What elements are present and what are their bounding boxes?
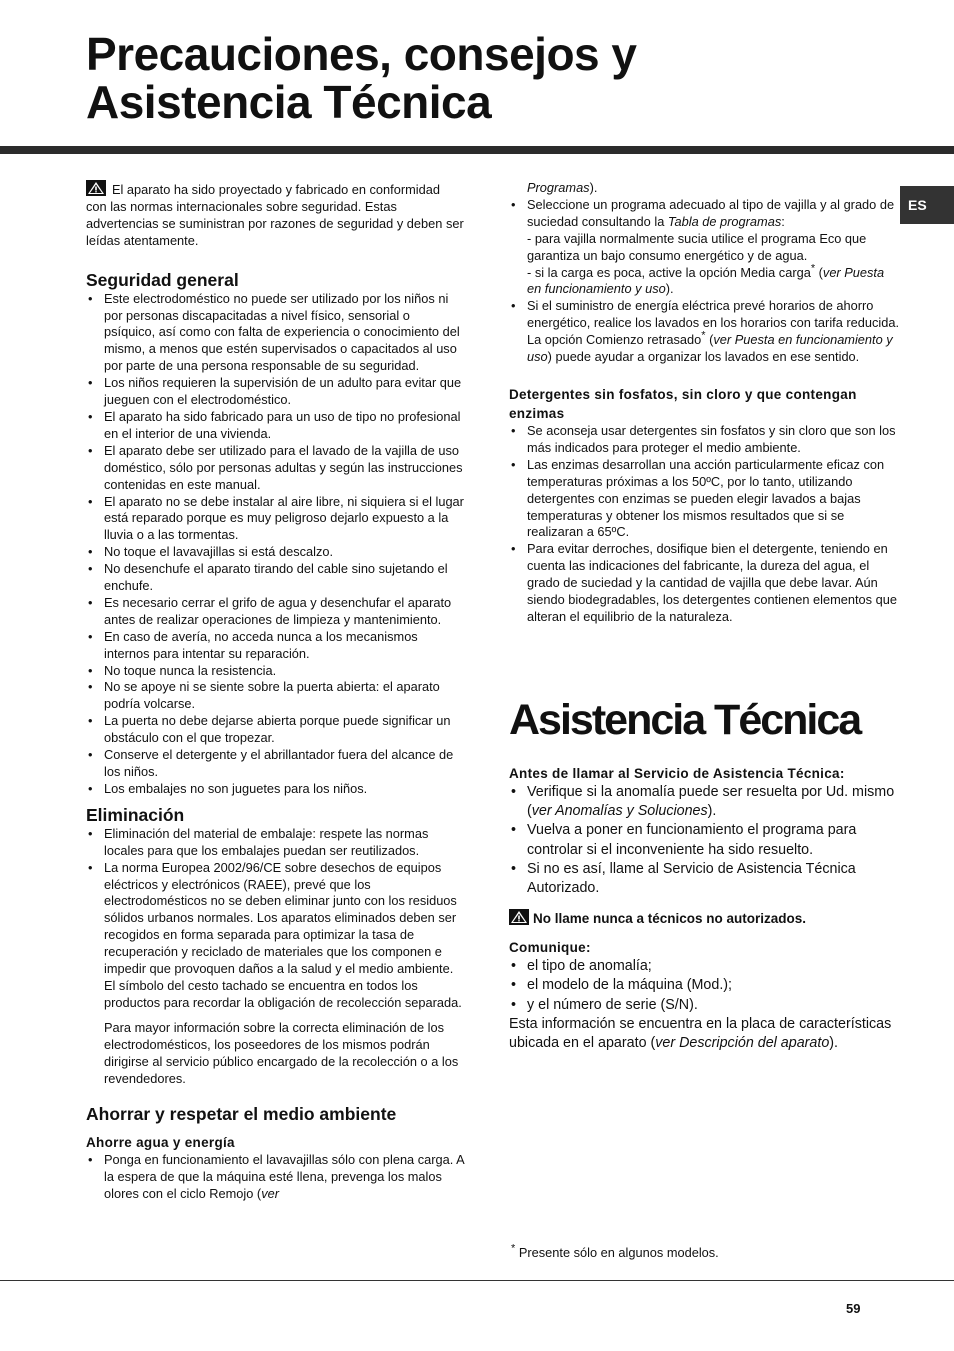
list-item [509, 783, 901, 822]
asistencia-heading: Asistencia Técnica [509, 695, 861, 744]
asterisk: * [511, 1242, 516, 1255]
language-tab: ES [900, 186, 954, 224]
asterisk: * [701, 329, 706, 342]
ahorrar-item3-end: ) puede ayudar a organizar los lavados en ese sentido. [547, 349, 860, 365]
intro-paragraph [86, 180, 464, 250]
info-paragraph [509, 1015, 901, 1054]
header-divider [0, 146, 954, 154]
list-item [509, 197, 901, 298]
list-item: • No desenchufe el aparato tirando del cable sino sujetando el enchufe. [86, 561, 464, 595]
list-item: • el tipo de anomalía; [509, 957, 901, 976]
footnote-text: Presente sólo en algunos modelos. [515, 1245, 719, 1260]
list-item: • El aparato no se debe instalar al aire libre, ni siquiera si el lugar está reparado porque es muy peligroso dejarlo expuesto a la lluvia o a las tormentas. [86, 494, 464, 545]
page-title-line2: Asistencia Técnica [86, 76, 492, 128]
eliminacion-heading: Eliminación [86, 804, 185, 825]
list-item: • No toque nunca la resistencia. [86, 663, 464, 680]
detergentes-heading: Detergentes sin fosfatos, sin cloro y que contengan enzimas [509, 386, 857, 421]
list-item: • Eliminación del material de embalaje: respete las normas locales para que los embalajes puedan ser reutilizados. [86, 826, 464, 860]
list-item: • La puerta no debe dejarse abierta porque puede significar un obstáculo con el que tropezar. [86, 713, 464, 747]
list-item: • el modelo de la máquina (Mod.); [509, 976, 901, 995]
intro-text: El aparato ha sido proyectado y fabricado en conformidad con las normas internacionales sobre seguridad. Estas advertencias se suministran por razones de seguridad y deben ser leídas atentamente. [86, 182, 464, 248]
list-item: • Vuelva a poner en funcionamiento el programa para controlar si el inconveniente ha sido resuelto. [509, 821, 901, 860]
ahorrar-item1-italic: ver [261, 1186, 279, 1202]
list-item: • El aparato ha sido fabricado para un uso de tipo no profesional en el interior de una vivienda. [86, 409, 464, 443]
info-text: Esta información se encuentra en la placa de características ubicada en el aparato ( [509, 1015, 892, 1052]
warning-icon [86, 180, 106, 196]
warning-text: No llame nunca a técnicos no autorizados. [533, 910, 807, 926]
list-item: • En caso de avería, no acceda nunca a los mecanismos internos para intentar su reparación. [86, 629, 464, 663]
ahorrar-item1-cont-italic: Programas [527, 180, 590, 195]
ahorre-subheading: Ahorre agua y energía [86, 1135, 235, 1151]
asistencia-list [509, 783, 901, 899]
info-italic: ver Descripción del aparato [655, 1035, 830, 1052]
page-title [86, 30, 637, 126]
ahorrar-heading: Ahorrar y respetar el medio ambiente [86, 1104, 397, 1125]
ahorrar-item3-italic: ver Puesta en funcionamiento y uso [527, 332, 893, 365]
asistencia-body [509, 783, 901, 1054]
asistencia-item1-italic: ver Anomalías y Soluciones [531, 803, 708, 820]
list-item: • Los niños requieren la supervisión de un adulto para evitar que jueguen con el electrodoméstico. [86, 375, 464, 409]
left-column [86, 180, 464, 1203]
ahorrar-item2-line-b-end: ). [665, 281, 674, 297]
ahorrar-item2-italic: Tabla de programas [667, 213, 782, 229]
ahorrar-item2-text: Seleccione un programa adecuado al tipo de vajilla y al grado de suciedad consultando la [527, 196, 895, 229]
asistencia-item1-end: ). [707, 803, 717, 820]
asistencia-item1-text: Verifique si la anomalía puede ser resuelta por Ud. mismo ( [527, 783, 895, 820]
info-end: ). [829, 1035, 839, 1052]
list-item: • Si no es así, llame al Servicio de Asistencia Técnica Autorizado. [509, 860, 901, 899]
list-item: • Se aconseja usar detergentes sin fosfatos y sin cloro que son los más indicados para proteger el medio ambiente. [509, 423, 901, 457]
antes-heading: Antes de llamar al Servicio de Asistencia Técnica: [509, 765, 845, 781]
list-item: • El aparato debe ser utilizado para el lavado de la vajilla de uso doméstico, sólo por personas adultas y según las instrucciones contenidas en este manual. [86, 443, 464, 494]
footnote [511, 1242, 719, 1260]
list-item: • No se apoye ni se siente sobre la puerta abierta: el aparato podría volcarse. [86, 679, 464, 713]
list-item: • Es necesario cerrar el grifo de agua y desenchufar el aparato antes de realizar operaciones de limpieza y mantenimiento. [86, 595, 464, 629]
comunique-list [509, 957, 901, 1015]
asterisk: * [810, 262, 816, 275]
ahorrar-item2-line-b: - si la carga es poca, active la opción Media carga [527, 264, 811, 280]
page-number: 59 [846, 1301, 861, 1316]
ahorrar-item3-text: Si el suministro de energía eléctrica prevé horarios de ahorro energético, realice los lavados en los horarios con tarifa reducida. La opción Comienzo retrasado [527, 298, 900, 348]
ahorrar-list-part1 [86, 1152, 464, 1203]
ahorrar-item3-open: ( [705, 332, 714, 348]
list-item: • Los embalajes no son juguetes para los niños. [86, 781, 464, 798]
detergentes-list [509, 423, 901, 626]
ahorrar-item2-line-a: - para vajilla normalmente sucia utilice el programa Eco que garantiza un bajo consumo energético y de agua. [527, 230, 867, 263]
footer-divider [0, 1280, 954, 1281]
ahorrar-item2-line-b-open: ( [815, 264, 823, 280]
list-item: • La norma Europea 2002/96/CE sobre desechos de equipos eléctricos y electrónicos (RAEE), prevé que los electrodomésticos no se deben eliminar junto con los residuos sólidos urbanos normales. Los aparatos eliminados deben ser recogidos en forma separada para optimizar la tasa de recuperación y reciclado de materiales que los componen e impedir que provoquen daños a la salud y el medio ambiente. El símbolo del cesto tachado se encuentra en todos los productos para recordar la obligación de recolección separada. [86, 860, 464, 1012]
page-title-line1: Precauciones, consejos y [86, 28, 637, 80]
ahorrar-item2-end: : [781, 213, 785, 229]
list-item: • Para evitar derroches, dosifique bien el detergente, teniendo en cuenta las indicaciones del fabricante, la dureza del agua, el grado de suciedad y la cantidad de vajilla que debe lavar. Aún siendo biodegradables, los detergentes contienen elementos que alteran el equilibrio de la naturaleza. [509, 541, 901, 626]
list-item: • Conserve el detergente y el abrillantador fuera del alcance de los niños. [86, 747, 464, 781]
comunique-heading: Comunique: [509, 939, 591, 955]
eliminacion-note: Para mayor información sobre la correcta eliminación de los electrodomésticos, los poseedores de los mismos podrán dirigirse al servicio público encargado de la recolección o a los revendedores. [104, 1019, 459, 1086]
eliminacion-list [86, 826, 464, 1012]
warning-line [509, 909, 901, 928]
ahorrar-item1-continued [527, 180, 901, 197]
ahorrar-item1-cont-end: ). [589, 180, 598, 195]
list-item: • Este electrodoméstico no puede ser utilizado por los niños ni por personas discapacitadas a nivel físico, sensorial o psíquico, así como con falta de experiencia o conocimiento del mismo, a menos que estén supervisados o capacitados al uso por parte de una persona responsable de su seguridad. [86, 291, 464, 376]
warning-icon [509, 909, 529, 925]
ahorrar-item2-line-b-italic: ver Puesta en funcionamiento y uso [527, 264, 885, 297]
list-item [86, 1152, 464, 1203]
seguridad-list [86, 291, 464, 798]
ahorrar-list-part2 [509, 197, 901, 366]
list-item [509, 298, 901, 366]
list-item: • No toque el lavavajillas si está descalzo. [86, 544, 464, 561]
right-column [509, 180, 901, 1053]
list-item: • Las enzimas desarrollan una acción particularmente eficaz con temperaturas próximas a los 50ºC, por lo tanto, utilizando detergentes con enzimas se pueden elegir lavados a bajas temperaturas y obtener los mismos resultados que si se realizaran a 65ºC. [509, 457, 901, 542]
list-item: • y el número de serie (S/N). [509, 996, 901, 1015]
seguridad-heading: Seguridad general [86, 269, 239, 290]
ahorrar-item1-text: Ponga en funcionamiento el lavavajillas sólo con plena carga. A la espera de que la máquina esté llena, prevenga los malos olores con el ciclo Remojo ( [104, 1152, 464, 1202]
